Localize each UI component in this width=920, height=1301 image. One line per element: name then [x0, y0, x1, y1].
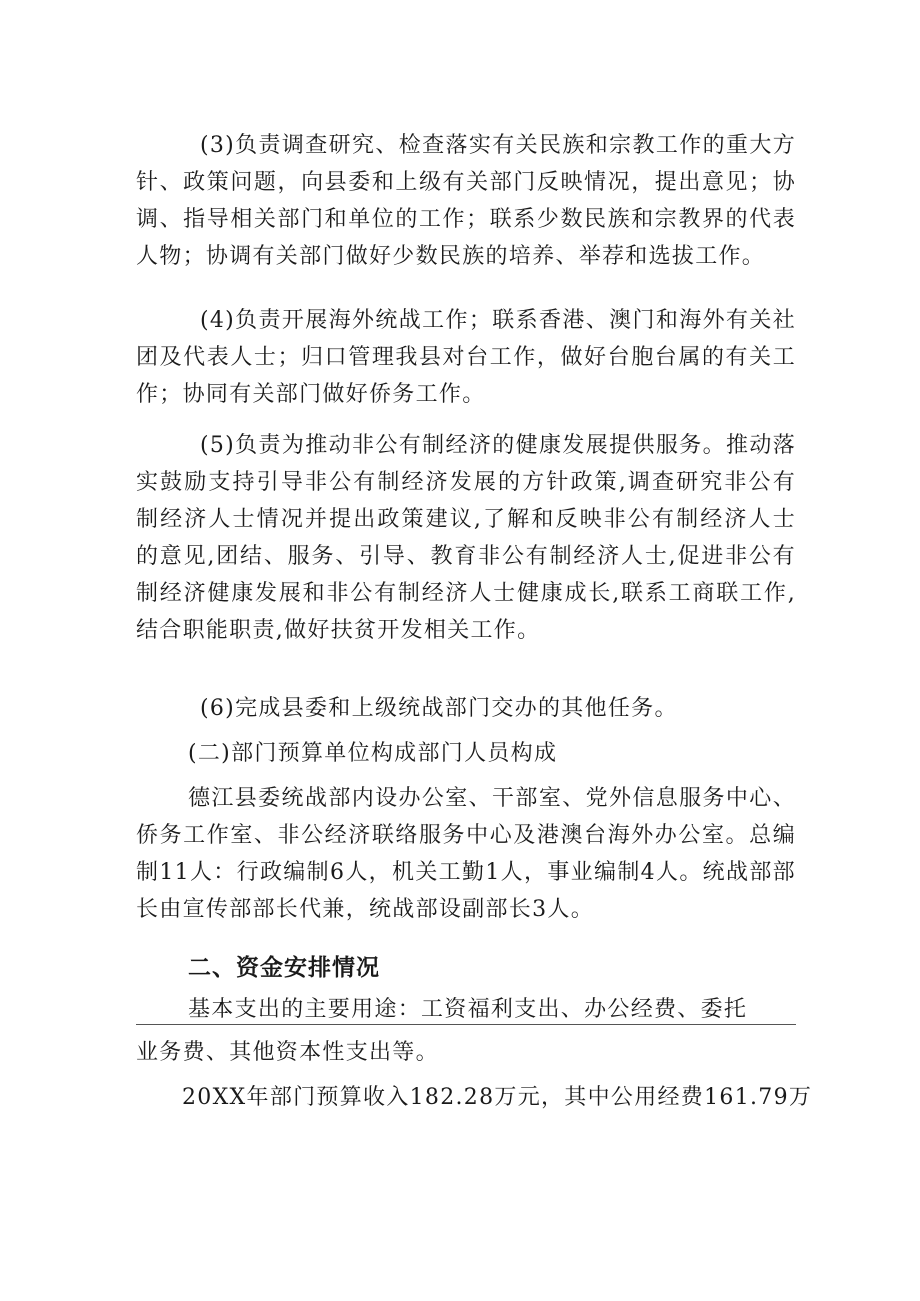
paragraph-duty-3: (3)负责调查研究、检查落实有关民族和宗教工作的重大方针、政策问题，向县委和上级有关部门反映情况，提出意见；协调、指导相关部门和单位的工作；联系少数民族和宗教界的代表人物；协调有关部门做好少数民族的培养、举荐和选拔工作。 [136, 133, 796, 269]
paragraph-duty-5: (5)负责为推动非公有制经济的健康发展提供服务。推动落实鼓励支持引导非公有制经济发展的方针政策,调查研究非公有制经济人士情况并提出政策建议,了解和反映非公有制经济人士的意见,团结、服务、引导、教育非公有制经济人士,促进非公有制经济健康发展和非公有制经济人士健康成长,联系工商联工作,结合职能职责,做好扶贫开发相关工作。 [136, 433, 796, 643]
paragraph-staff-composition: 德江县委统战部内设办公室、干部室、党外信息服务中心、侨务工作室、非公经济联络服务中心及港澳台海外办公室。总编制11人：行政编制6人，机关工勤1人，事业编制4人。统战部部长由宣传部部长代兼，统战部设副部长3人。 [136, 786, 796, 922]
section-heading-funding: 二、资金安排情况 [188, 955, 380, 981]
paragraph-duty-6: (6)完成县委和上级统战部门交办的其他任务。 [200, 696, 678, 721]
paragraph-duty-4: (4)负责开展海外统战工作；联系香港、澳门和海外有关社团及代表人士；归口管理我县对台工作，做好台胞台属的有关工作；协同有关部门做好侨务工作。 [136, 308, 796, 407]
paragraph-basic-expenditure-line-2: 业务费、其他资本性支出等。 [136, 1040, 439, 1065]
paragraph-budget-income: 20XX年部门预算收入182.28万元，其中公用经费161.79万 [182, 1085, 813, 1110]
paragraph-basic-expenditure-line-1: 基本支出的主要用途：工资福利支出、办公经费、委托 [188, 997, 748, 1022]
horizontal-rule [136, 1024, 796, 1025]
subheading-department-staff: (二)部门预算单位构成部门人员构成 [188, 741, 558, 766]
